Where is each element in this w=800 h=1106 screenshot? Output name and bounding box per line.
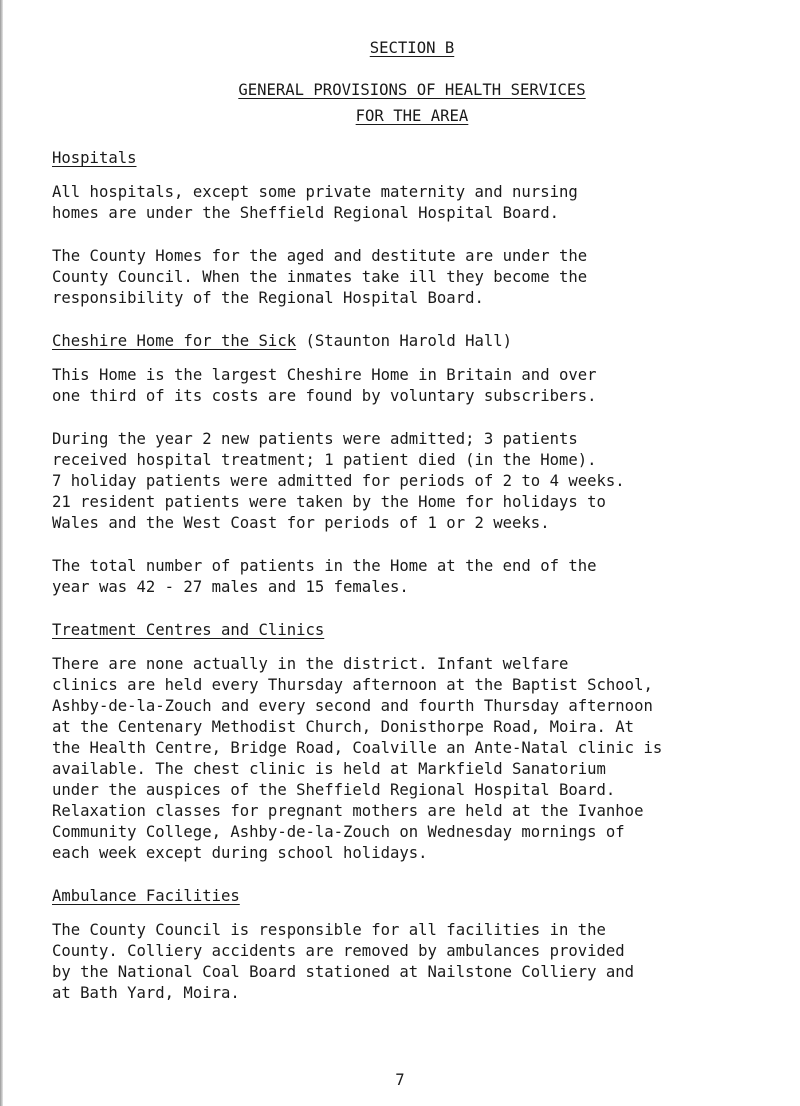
cheshire-home-paragraph-3: The total number of patients in the Home at the end of the year was 42 - 27 males and 15 females. [52,557,597,596]
ambulance-heading-text: Ambulance Facilities [52,887,240,905]
section-label: SECTION B [369,39,455,57]
cheshire-home-paragraph-2: During the year 2 new patients were admitted; 3 patients received hospital treatment; 1 patient died (in the Home). 7 holiday patients were admitted for periods of 2 to 4 weeks. 21 resident patients were taken by the Home for holidays to Wales and the West Coast for periods of 1 or 2 weeks. [52,430,625,532]
treatment-centres-heading [52,620,772,641]
document-page [52,38,772,1026]
document-title [52,80,772,101]
hospitals-paragraph-2: The County Homes for the aged and destitute are under the County Council. When the inmates take ill they become the responsibility of the Regional Hospital Board. [52,247,588,307]
page-number: 7 [395,1071,405,1089]
document-title-line2: FOR THE AREA [355,107,469,125]
document-title-line1: GENERAL PROVISIONS OF HEALTH SERVICES [238,81,586,99]
cheshire-home-heading [52,331,772,352]
ambulance-heading [52,886,772,907]
treatment-centres-paragraph-1: There are none actually in the district. Infant welfare clinics are held every Thursday afternoon at the Baptist School, Ashby-de-la-Zouch and every second and fourth Thursday afternoon at the Centenary Methodist Church, Donisthorpe Road, Moira. At the Health Centre, Bridge Road, Coalville an Ante-Natal clinic is available. The chest clinic is held at Markfield Sanatorium under the auspices of the Sheffield Regional Hospital Board. Relaxation classes for pregnant mothers are held at the Ivanhoe Community College, Ashby-de-la-Zouch on Wednesday mornings of each week except during school holidays. [52,655,663,862]
hospitals-heading [52,148,772,169]
ambulance-paragraph-1: The County Council is responsible for all facilities in the County. Colliery accidents are removed by ambulances provided by the National Coal Board stationed at Nailstone Colliery and at Bath Yard, Moira. [52,921,635,1002]
cheshire-home-heading-suffix: (Staunton Harold Hall) [296,332,513,350]
hospitals-paragraph-1: All hospitals, except some private maternity and nursing homes are under the Sheffield Regional Hospital Board. [52,183,578,222]
section-title [52,38,772,59]
document-subtitle [52,106,772,127]
cheshire-home-paragraph-1: This Home is the largest Cheshire Home in Britain and over one third of its costs are found by voluntary subscribers. [52,366,597,405]
hospitals-heading-text: Hospitals [52,149,137,167]
cheshire-home-heading-text: Cheshire Home for the Sick [52,332,297,350]
treatment-centres-heading-text: Treatment Centres and Clinics [52,621,325,639]
scan-edge [0,0,3,1106]
